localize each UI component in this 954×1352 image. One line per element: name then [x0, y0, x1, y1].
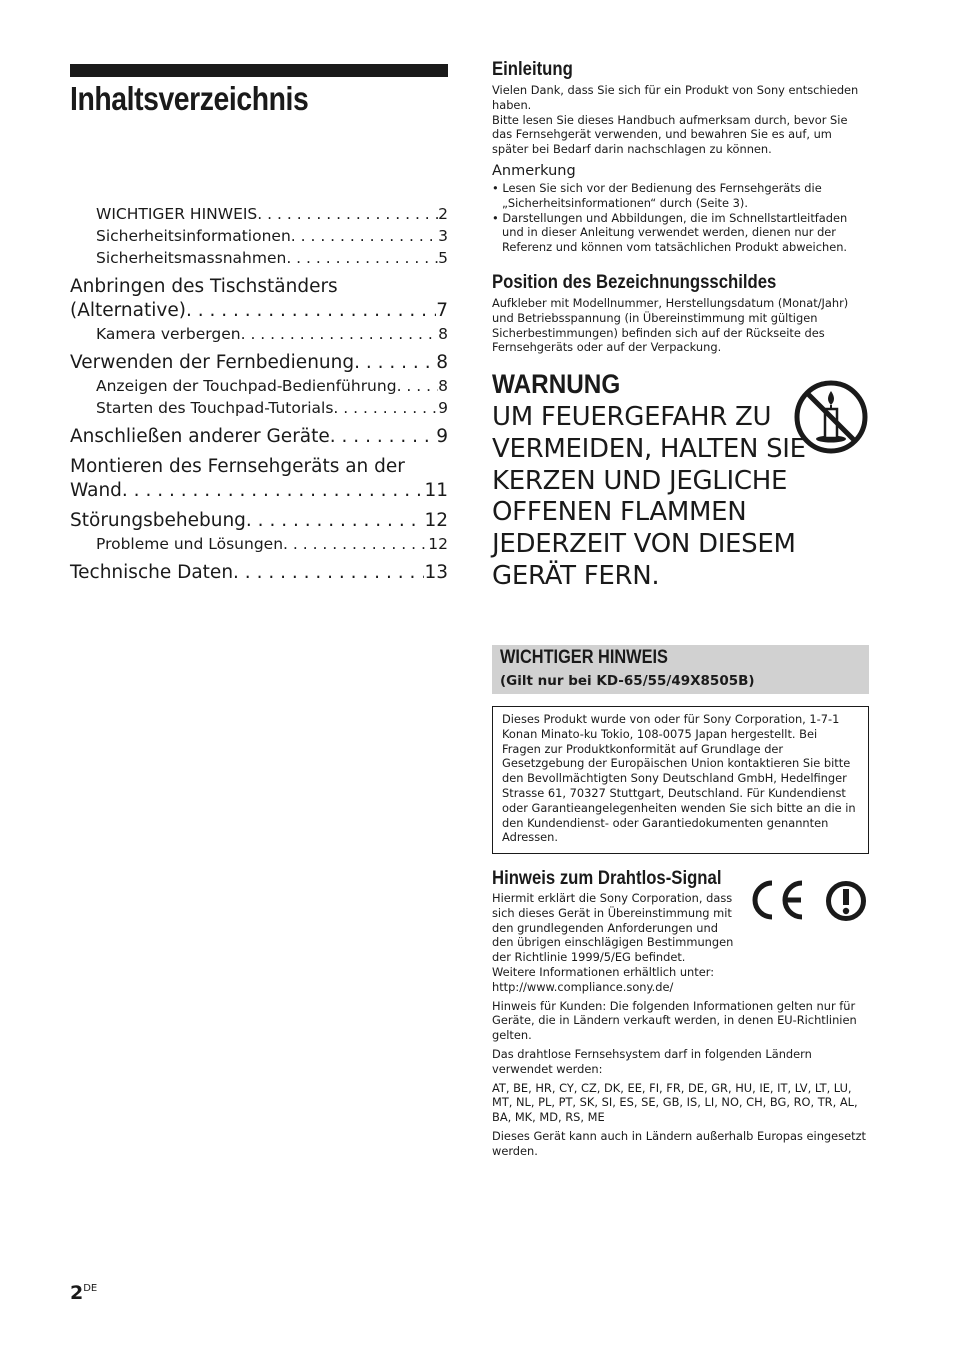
toc-entry-line1[interactable]: Anbringen des Tischständers [70, 276, 338, 297]
einleitung-p2: Bitte lesen Sie dieses Handbuch aufmerksam durch, bevor Sie das Fernsehgerät verwenden, und bewahren Sie es auf, um später bei Bedarf darin nachschlagen zu können. [492, 112, 848, 157]
drahtlos-heading: Hinweis zum Drahtlos-Signal [492, 868, 722, 889]
drahtlos-p2: Hinweis für Kunden: Die folgenden Informationen gelten nur für Geräte, die in Ländern verkauft werden, in denen EU-Richtlinien gelten. [492, 998, 857, 1043]
toc-entry[interactable]: WICHTIGER HINWEIS . . . 2 [70, 203, 448, 225]
warning-title: WARNUNG [492, 369, 621, 399]
einleitung-heading: Einleitung [492, 59, 573, 80]
position-section [492, 272, 870, 355]
page-number: 2DE [70, 1282, 98, 1304]
toc-entry[interactable]: Starten des Touchpad-Tutorials . . . 9 [70, 397, 448, 419]
toc-entry[interactable]: (Alternative) . . . 7 [70, 299, 448, 323]
drahtlos-p3: Das drahtlose Fernsehsystem darf in folgenden Ländern verwendet werden: [492, 1046, 812, 1076]
notice-subtitle: (Gilt nur bei KD-65/55/49X8505B) [500, 673, 755, 689]
no-candle-icon [793, 379, 869, 455]
toc-entry[interactable]: Probleme und Lösungen . . . 12 [70, 533, 448, 555]
drahtlos-countries: AT, BE, HR, CY, CZ, DK, EE, FI, FR, DE, GR, HU, IE, IT, LV, LT, LU, MT, NL, PL, PT, SK, SI, ES, SE, GB, IS, LI, NO, CH, BG, RO, TR, AL, BA, MK, MD, RS, ME [492, 1080, 858, 1125]
toc-entry[interactable]: Anzeigen der Touchpad-Bedienführung . . . 8 [70, 375, 448, 397]
drahtlos-p1b: Weitere Informationen erhältlich unter: [492, 964, 715, 979]
warning-text: UM FEUERGEFAHR ZU VERMEIDEN, HALTEN SIE KERZEN UND JEGLICHE OFFENEN FLAMMEN JEDERZEIT VON DIESEM GERÄT FERN. [492, 402, 806, 591]
toc-entry[interactable]: Verwenden der Fernbedienung . . . 8 [70, 351, 448, 375]
anmerkung-heading: Anmerkung [492, 162, 576, 179]
toc-entry[interactable]: Störungsbehebung . . . 12 [70, 509, 448, 533]
drahtlos-p1: Hiermit erklärt die Sony Corporation, dass sich dieses Gerät in Übereinstimmung mit den grundlegenden Anforderungen und den übrigen einschlägigen Bestimmungen der Richtlinie 1999/5/EG befindet. [492, 891, 734, 965]
toc-entry[interactable]: Kamera verbergen . . . 8 [70, 323, 448, 345]
position-text: Aufkleber mit Modellnummer, Herstellungsdatum (Monat/Jahr) und Betriebsspannung (in Übereinstimmung mit gültigen Sicherbestimmungen) befinden sich auf der Rückseite des Fernsehgeräts oder auf der Verpackung. [492, 296, 849, 355]
drahtlos-link[interactable]: http://www.compliance.sony.de/ [492, 979, 674, 994]
toc-title: Inhaltsverzeichnis [70, 80, 309, 117]
toc-entry[interactable]: Sicherheitsinformationen . . . 3 [70, 225, 448, 247]
toc-entry[interactable]: Wand . . . 11 [70, 479, 448, 503]
einleitung-p1: Vielen Dank, dass Sie sich für ein Produkt von Sony entschieden haben. [492, 83, 859, 112]
drahtlos-section [492, 868, 870, 1159]
toc-entry[interactable]: Anschließen anderer Geräte . . . 9 [70, 425, 448, 449]
notice-text: Dieses Produkt wurde von oder für Sony Corporation, 1-7-1 Konan Minato-ku Tokio, 108-0075 Japan hergestellt. Bei Fragen zur Produktkonformität auf Grundlage der Gesetzgebung der Europäischen Union kontaktieren Sie bitte den Bevollmächtigten Sony Deutschland GmbH, Hedelfinger Strasse 61, 70327 Stuttgart, Deutschland. Für Kundendienst oder Garantieangelegenheiten wenden Sie sich bitte an die in den Kundendienst- oder Garantiedokumenten genannten Adressen. [502, 712, 856, 845]
drahtlos-p5: Dieses Gerät kann auch in Ländern außerhalb Europas eingesetzt werden. [492, 1128, 867, 1158]
toc-entry-line1[interactable]: Montieren des Fernsehgeräts an der [70, 456, 405, 477]
ce-mark-icon [748, 879, 806, 921]
anmerkung-bullet: • Darstellungen und Abbildungen, die im Schnellstartleitfaden und in dieser Anleitung verwendet werden, dienen nur der Referenz und können vom tatsächlichen Produkt abweichen. [492, 210, 848, 255]
position-heading: Position des Bezeichnungsschildes [492, 272, 777, 293]
einleitung-section [492, 59, 870, 255]
toc-entry[interactable]: Sicherheitsmassnahmen . . . 5 [70, 247, 448, 269]
anmerkung-bullet: • Lesen Sie sich vor der Bedienung des Fernsehgeräts die „Sicherheitsinformationen“ durch (Seite 3). [492, 180, 822, 210]
alert-mark-icon [825, 880, 867, 922]
toc-entry[interactable]: Technische Daten . . . 13 [70, 561, 448, 585]
toc-list [70, 203, 448, 585]
notice-frame [492, 706, 869, 854]
title-bar [70, 64, 448, 77]
notice-title: WICHTIGER HINWEIS [500, 647, 668, 668]
